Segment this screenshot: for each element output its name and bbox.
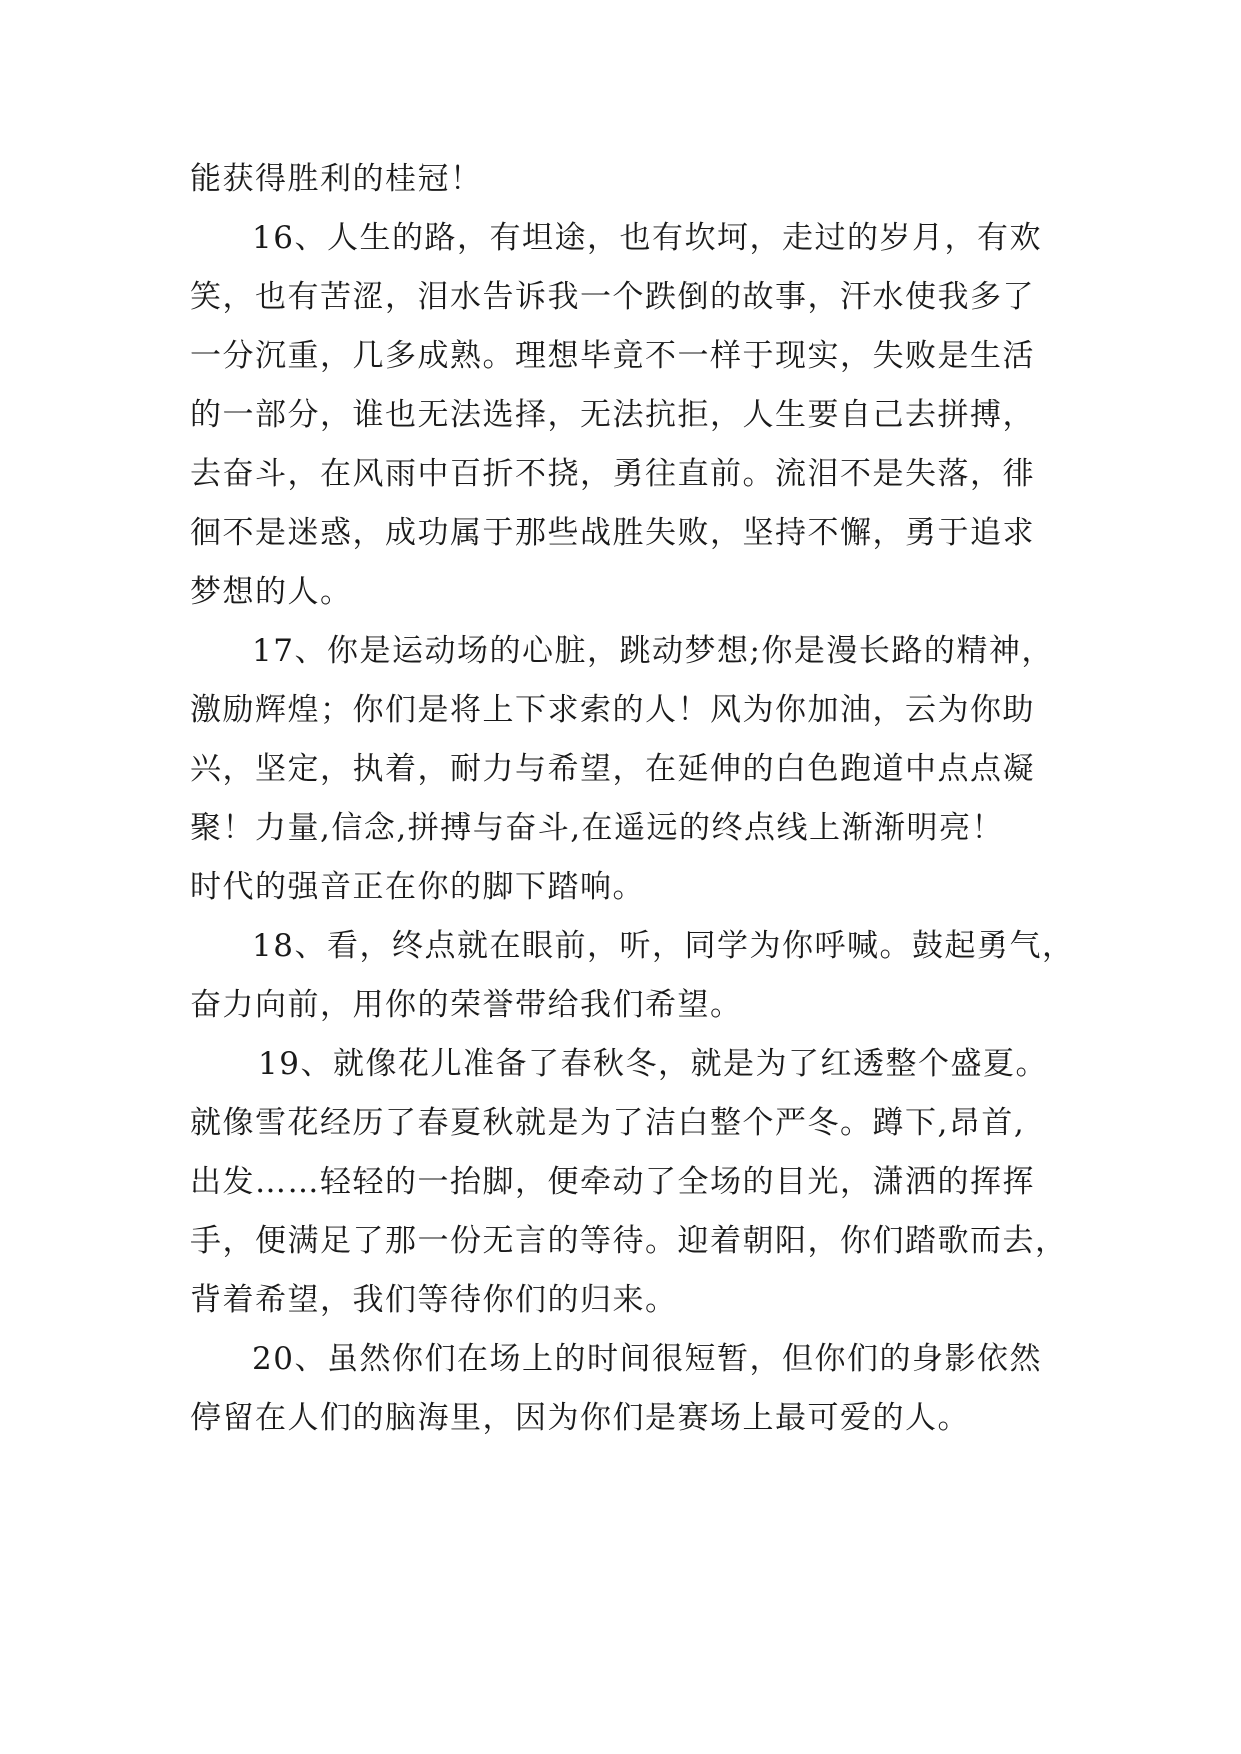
text-line: 的一部分，谁也无法选择，无法抗拒，人生要自己去拼搏，: [190, 397, 1035, 433]
text-line: 时代的强音正在你的脚下踏响。: [190, 869, 645, 905]
document-body: [190, 150, 1075, 1448]
paragraph-16-start: 16、人生的路，有坦途，也有坎坷，走过的岁月，有欢: [252, 220, 1042, 256]
text-line: 去奋斗，在风雨中百折不挠，勇往直前。流泪不是失落，徘: [190, 456, 1035, 492]
paragraph-19-start: 19、就像花儿准备了春秋冬，就是为了红透整个盛夏。: [258, 1046, 1048, 1082]
text-line: 兴，坚定，执着，耐力与希望，在延伸的白色跑道中点点凝: [190, 751, 1035, 787]
paragraph-20-start: 20、虽然你们在场上的时间很短暂，但你们的身影依然: [252, 1341, 1042, 1377]
paragraph-17-start: 17、你是运动场的心脏，跳动梦想;你是漫长路的精神，: [252, 633, 1054, 669]
text-line: 能获得胜利的桂冠！: [190, 161, 483, 197]
text-line: 徊不是迷惑，成功属于那些战胜失败，坚持不懈，勇于追求: [190, 515, 1035, 551]
text-line: 梦想的人。: [190, 574, 353, 610]
text-line: 激励辉煌；你们是将上下求索的人！风为你加油，云为你助: [190, 692, 1035, 728]
text-line: 奋力向前，用你的荣誉带给我们希望。: [190, 987, 743, 1023]
paragraph-18-start: 18、看，终点就在眼前，听，同学为你呼喊。鼓起勇气，: [252, 928, 1075, 964]
text-line: 停留在人们的脑海里，因为你们是赛场上最可爱的人。: [190, 1400, 970, 1436]
text-line: 就像雪花经历了春夏秋就是为了洁白整个严冬。蹲下,昂首,: [190, 1105, 1026, 1141]
text-line: 一分沉重，几多成熟。理想毕竟不一样于现实，失败是生活: [190, 338, 1035, 374]
text-line: 笑，也有苦涩，泪水告诉我一个跌倒的故事，汗水使我多了: [190, 279, 1035, 315]
text-line: 聚！力量,信念,拼搏与奋斗,在遥远的终点线上渐渐明亮！: [190, 810, 1005, 846]
text-line: 出发……轻轻的一抬脚，便牵动了全场的目光，潇洒的挥挥: [190, 1164, 1035, 1200]
text-line: 手，便满足了那一份无言的等待。迎着朝阳，你们踏歌而去，: [190, 1223, 1068, 1259]
text-line: 背着希望，我们等待你们的归来。: [190, 1282, 678, 1318]
